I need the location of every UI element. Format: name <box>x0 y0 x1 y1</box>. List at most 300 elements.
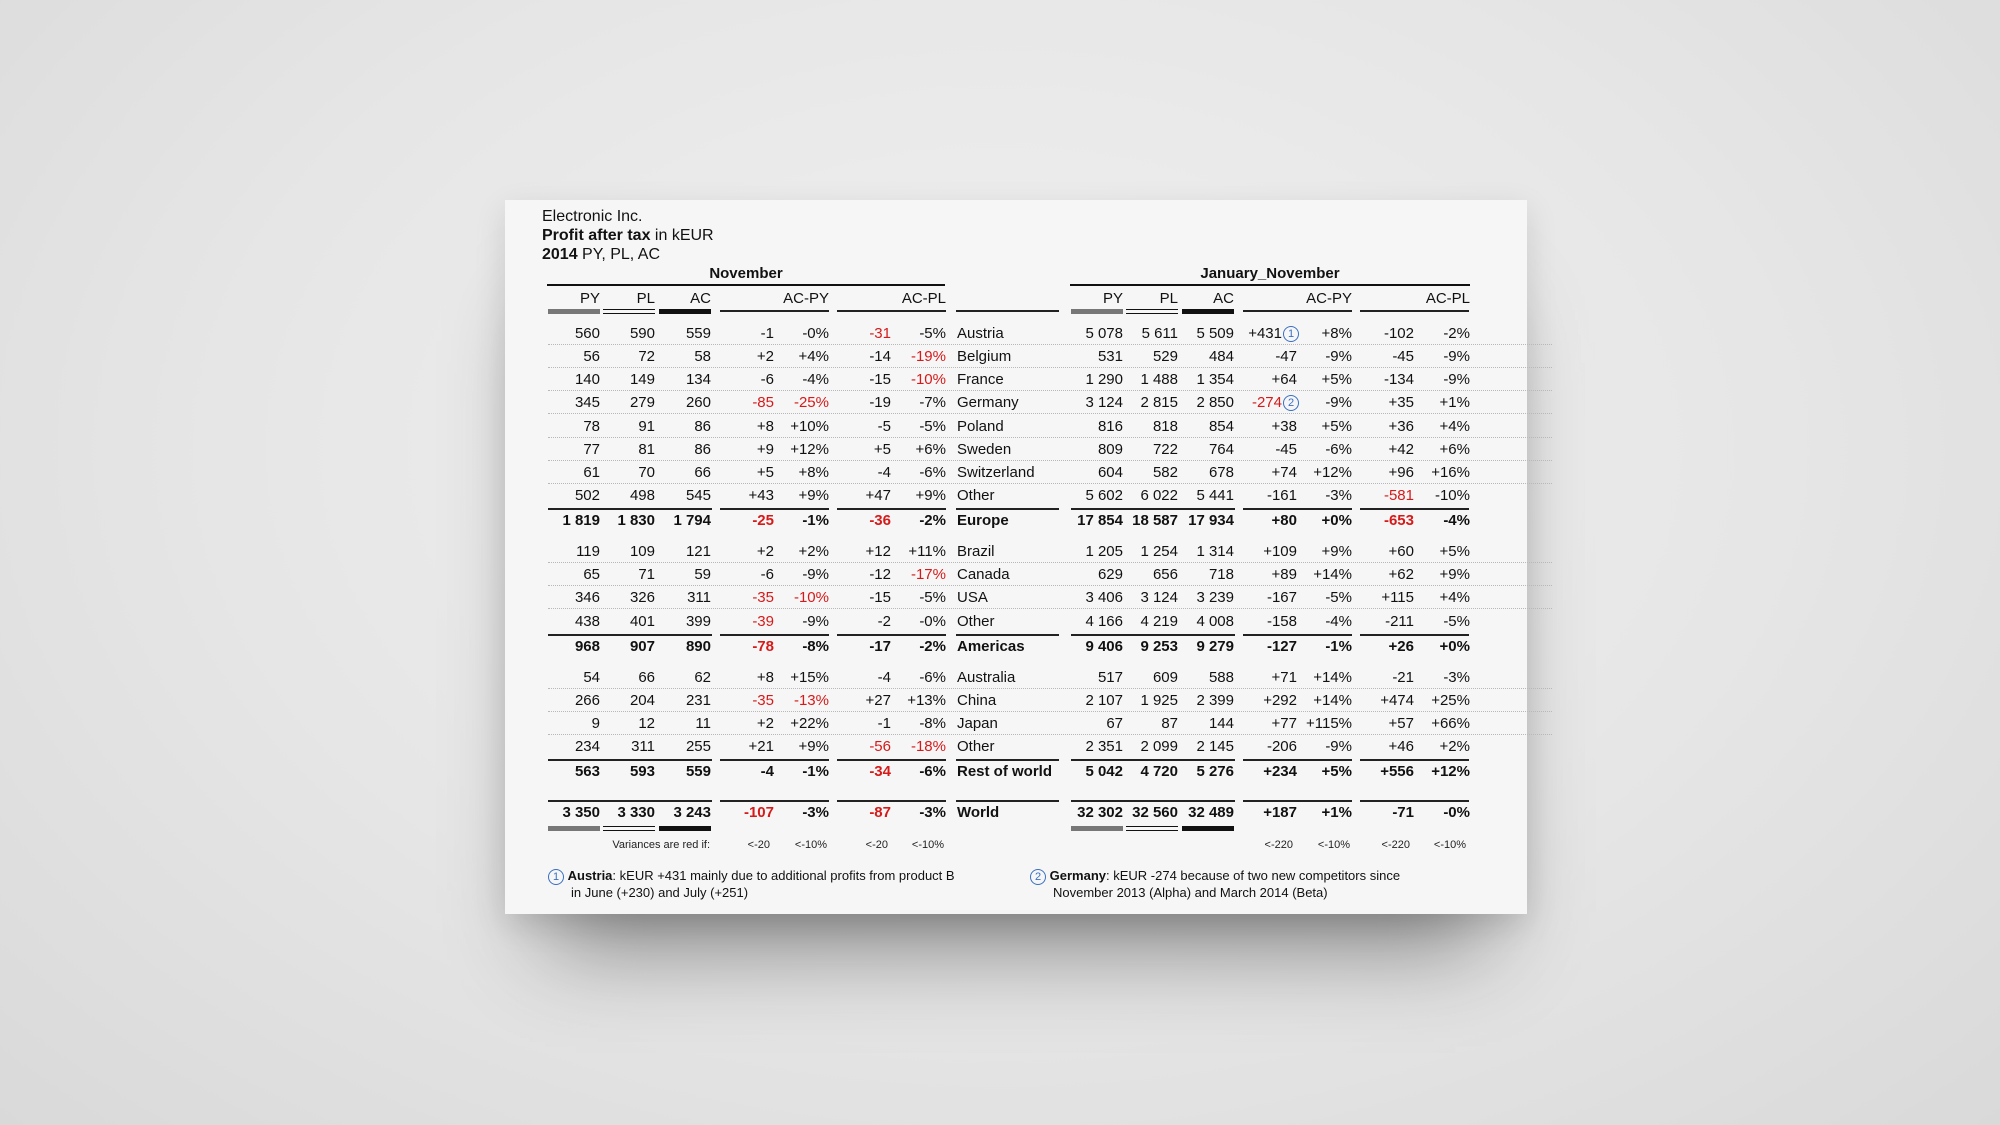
cell-nov-other-6: -0% <box>919 613 946 630</box>
cell-ytd-france-6: -9% <box>1443 371 1470 388</box>
cell-nov-germany-3: -85 <box>752 394 774 411</box>
row-sep-0 <box>548 344 1552 346</box>
row-label-europe: Europe <box>957 512 1009 529</box>
cell-ytd-japan-6: +66% <box>1431 715 1470 732</box>
cell-nov-china-3: -35 <box>752 692 774 709</box>
cell-nov-sweden-5: +5 <box>873 441 891 458</box>
cell-ytd-canada-2: 718 <box>1208 566 1234 583</box>
cell-ytd-world-0: 32 302 <box>1077 804 1123 821</box>
cell-nov-france-1: 149 <box>629 371 655 388</box>
total-line-19-1 <box>720 800 829 802</box>
row-sep-16 <box>548 734 1552 736</box>
left-py-bar <box>548 309 600 314</box>
cell-ytd-sweden-0: 809 <box>1097 441 1123 458</box>
cell-ytd-other-0: 4 166 <box>1085 613 1123 630</box>
cell-ytd-sweden-6: +6% <box>1439 441 1470 458</box>
cell-nov-japan-2: 11 <box>695 715 711 732</box>
cell-nov-world-0: 3 350 <box>562 804 600 821</box>
footnote-2: 2 Germany: kEUR -274 because of two new competitors since November 2013 (Alpha) and March 2014 (Beta) <box>1030 868 1470 901</box>
col-header-left-pl: PL <box>636 290 655 307</box>
cell-ytd-belgium-6: -9% <box>1443 348 1470 365</box>
cell-nov-japan-1: 12 <box>638 715 655 732</box>
cell-ytd-belgium-5: -45 <box>1392 348 1414 365</box>
cell-nov-usa-5: -15 <box>869 589 891 606</box>
cell-ytd-other-5: -211 <box>1385 613 1414 630</box>
cell-ytd-canada-3: +89 <box>1271 566 1297 583</box>
year-scenarios: 2014 PY, PL, AC <box>542 246 661 263</box>
row-label-sweden: Sweden <box>957 441 1012 458</box>
cell-ytd-europe-1: 18 587 <box>1132 512 1178 529</box>
cell-nov-belgium-5: -14 <box>869 348 891 365</box>
cell-nov-belgium-4: +4% <box>798 348 829 365</box>
period-left-line <box>547 284 945 286</box>
cell-nov-other-1: 498 <box>629 487 655 504</box>
cell-nov-switzerland-0: 61 <box>583 464 600 481</box>
cell-ytd-usa-1: 3 124 <box>1140 589 1178 606</box>
threshold-right-1: <-10% <box>1317 839 1350 851</box>
cell-nov-other-3: -39 <box>752 613 774 630</box>
threshold-left-3: <-10% <box>911 839 944 851</box>
cell-nov-rest-of-world-0: 563 <box>574 763 600 780</box>
cell-ytd-americas-6: +0% <box>1439 638 1470 655</box>
cell-nov-other-4: -9% <box>802 613 829 630</box>
cell-nov-china-6: +13% <box>907 692 946 709</box>
total-line-13-1 <box>720 634 829 636</box>
threshold-right-3: <-10% <box>1433 839 1466 851</box>
cell-nov-americas-6: -2% <box>919 638 946 655</box>
cell-nov-sweden-1: 81 <box>638 441 655 458</box>
cell-ytd-france-0: 1 290 <box>1085 371 1123 388</box>
cell-nov-americas-2: 890 <box>685 638 711 655</box>
cell-nov-other-3: +21 <box>748 738 774 755</box>
total-line-8-6 <box>1360 508 1469 510</box>
cell-ytd-china-4: +14% <box>1313 692 1352 709</box>
cell-ytd-other-6: +2% <box>1439 738 1470 755</box>
cell-ytd-china-5: +474 <box>1380 692 1414 709</box>
cell-nov-world-4: -3% <box>802 804 829 821</box>
cell-ytd-japan-1: 87 <box>1161 715 1178 732</box>
cell-nov-china-1: 204 <box>629 692 655 709</box>
cell-ytd-rest-of-world-2: 5 276 <box>1196 763 1234 780</box>
cell-nov-france-3: -6 <box>760 371 774 388</box>
row-label-switzerland: Switzerland <box>957 464 1035 481</box>
cell-ytd-austria-4: +8% <box>1321 325 1352 342</box>
cell-nov-americas-3: -78 <box>752 638 774 655</box>
cell-nov-rest-of-world-4: -1% <box>802 763 829 780</box>
period-right-line <box>1070 284 1470 286</box>
cell-nov-austria-6: -5% <box>919 325 946 342</box>
cell-ytd-rest-of-world-0: 5 042 <box>1085 763 1123 780</box>
total-line-18-2 <box>837 759 946 761</box>
row-label-belgium: Belgium <box>957 348 1012 365</box>
cell-nov-canada-6: -17% <box>910 566 946 583</box>
cell-ytd-other-3: -158 <box>1266 613 1297 630</box>
total-line-19-3 <box>956 800 1059 802</box>
cell-ytd-austria-0: 5 078 <box>1085 325 1123 342</box>
cell-ytd-world-6: -0% <box>1443 804 1470 821</box>
cell-ytd-rest-of-world-5: +556 <box>1380 763 1414 780</box>
cell-ytd-belgium-2: 484 <box>1208 348 1234 365</box>
cell-nov-austria-0: 560 <box>574 325 600 342</box>
total-line-19-6 <box>1360 800 1469 802</box>
cell-ytd-other-2: 4 008 <box>1196 613 1234 630</box>
cell-ytd-switzerland-3: +74 <box>1271 464 1297 481</box>
row-label-americas: Americas <box>957 638 1025 655</box>
cell-ytd-switzerland-5: +96 <box>1388 464 1414 481</box>
cell-nov-poland-4: +10% <box>790 418 829 435</box>
cell-nov-europe-1: 1 830 <box>617 512 655 529</box>
row-label-japan: Japan <box>957 715 998 732</box>
cell-nov-other-5: +47 <box>865 487 891 504</box>
cell-ytd-france-5: -134 <box>1383 371 1414 388</box>
cell-nov-poland-1: 91 <box>638 418 655 435</box>
cell-nov-canada-5: -12 <box>869 566 891 583</box>
cell-ytd-other-4: -3% <box>1325 487 1352 504</box>
cell-ytd-other-2: 5 441 <box>1196 487 1234 504</box>
cell-nov-other-2: 255 <box>685 738 711 755</box>
cell-ytd-japan-5: +57 <box>1388 715 1414 732</box>
cell-ytd-australia-0: 517 <box>1097 669 1123 686</box>
cell-ytd-france-3: +64 <box>1271 371 1297 388</box>
cell-nov-australia-4: +15% <box>790 669 829 686</box>
cell-ytd-other-0: 5 602 <box>1085 487 1123 504</box>
cell-nov-switzerland-6: -6% <box>919 464 946 481</box>
cell-ytd-australia-3: +71 <box>1271 669 1297 686</box>
total-line-13-0 <box>548 634 712 636</box>
threshold-left-0: <-20 <box>747 839 770 851</box>
total-line-13-5 <box>1243 634 1352 636</box>
cell-ytd-switzerland-2: 678 <box>1208 464 1234 481</box>
total-line-19-5 <box>1243 800 1352 802</box>
world-ac-bar-left <box>659 826 711 831</box>
cell-ytd-americas-0: 9 406 <box>1085 638 1123 655</box>
cell-ytd-belgium-4: -9% <box>1325 348 1352 365</box>
row-label-austria: Austria <box>957 325 1004 342</box>
cell-nov-china-2: 231 <box>685 692 711 709</box>
total-line-18-0 <box>548 759 712 761</box>
cell-ytd-usa-5: +115 <box>1381 589 1414 606</box>
total-line-18-4 <box>1071 759 1235 761</box>
cell-nov-americas-0: 968 <box>574 638 600 655</box>
cell-nov-brazil-4: +2% <box>798 543 829 560</box>
cell-ytd-brazil-5: +60 <box>1388 543 1414 560</box>
name-col-line <box>956 310 1059 312</box>
total-line-13-6 <box>1360 634 1469 636</box>
cell-ytd-other-0: 2 351 <box>1085 738 1123 755</box>
cell-ytd-americas-2: 9 279 <box>1196 638 1234 655</box>
row-sep-6 <box>548 483 1552 485</box>
cell-nov-austria-1: 590 <box>629 325 655 342</box>
col-header-left-ac-py: AC-PY <box>783 290 829 307</box>
cell-nov-australia-0: 54 <box>583 669 600 686</box>
row-label-poland: Poland <box>957 418 1004 435</box>
right-ac-bar <box>1182 309 1234 314</box>
cell-nov-usa-4: -10% <box>793 589 829 606</box>
cell-ytd-japan-0: 67 <box>1106 715 1123 732</box>
row-sep-5 <box>548 460 1552 462</box>
threshold-left-1: <-10% <box>794 839 827 851</box>
cell-ytd-canada-1: 656 <box>1152 566 1178 583</box>
cell-ytd-belgium-0: 531 <box>1097 348 1123 365</box>
cell-nov-australia-3: +8 <box>756 669 774 686</box>
cell-ytd-other-6: -10% <box>1434 487 1470 504</box>
cell-nov-other-3: +43 <box>748 487 774 504</box>
cell-ytd-americas-4: -1% <box>1325 638 1352 655</box>
world-py-bar-left <box>548 826 600 831</box>
cell-nov-europe-5: -36 <box>869 512 891 529</box>
total-line-8-2 <box>837 508 946 510</box>
cell-ytd-japan-3: +77 <box>1271 715 1297 732</box>
cell-ytd-europe-2: 17 934 <box>1188 512 1234 529</box>
cell-ytd-usa-0: 3 406 <box>1085 589 1123 606</box>
cell-ytd-japan-4: +115% <box>1305 715 1352 732</box>
cell-ytd-other-4: -4% <box>1325 613 1352 630</box>
total-line-8-5 <box>1243 508 1352 510</box>
cell-nov-other-2: 545 <box>685 487 711 504</box>
cell-nov-brazil-5: +12 <box>865 543 891 560</box>
cell-nov-europe-3: -25 <box>752 512 774 529</box>
cell-nov-other-1: 401 <box>629 613 655 630</box>
footnote-marker-icon: 2 <box>1030 869 1046 885</box>
cell-nov-france-2: 134 <box>685 371 711 388</box>
cell-ytd-europe-3: +80 <box>1271 512 1297 529</box>
cell-nov-americas-4: -8% <box>802 638 829 655</box>
cell-nov-other-6: +9% <box>915 487 946 504</box>
cell-ytd-germany-5: +35 <box>1388 394 1414 411</box>
cell-nov-other-0: 438 <box>574 613 600 630</box>
left-acpy-line <box>720 310 829 312</box>
cell-nov-other-1: 311 <box>631 738 655 755</box>
cell-nov-china-0: 266 <box>574 692 600 709</box>
cell-nov-rest-of-world-5: -34 <box>869 763 891 780</box>
cell-ytd-australia-1: 609 <box>1152 669 1178 686</box>
cell-ytd-americas-5: +26 <box>1388 638 1414 655</box>
row-sep-1 <box>548 367 1552 369</box>
cell-nov-germany-6: -7% <box>919 394 946 411</box>
left-acpl-line <box>837 310 946 312</box>
cell-nov-sweden-3: +9 <box>756 441 774 458</box>
cell-ytd-belgium-3: -47 <box>1275 348 1297 365</box>
cell-ytd-sweden-4: -6% <box>1325 441 1352 458</box>
cell-nov-switzerland-3: +5 <box>756 464 774 481</box>
row-label-germany: Germany <box>957 394 1019 411</box>
cell-ytd-brazil-0: 1 205 <box>1085 543 1123 560</box>
cell-nov-world-1: 3 330 <box>617 804 655 821</box>
row-label-france: France <box>957 371 1004 388</box>
cell-ytd-germany-6: +1% <box>1439 394 1470 411</box>
cell-ytd-france-4: +5% <box>1321 371 1352 388</box>
cell-nov-japan-4: +22% <box>790 715 829 732</box>
cell-nov-switzerland-2: 66 <box>694 464 711 481</box>
cell-nov-usa-2: 311 <box>687 589 711 606</box>
cell-nov-other-5: -56 <box>869 738 891 755</box>
total-line-8-1 <box>720 508 829 510</box>
cell-nov-poland-6: -5% <box>919 418 946 435</box>
cell-ytd-canada-4: +14% <box>1313 566 1352 583</box>
measure-title: Profit after tax in kEUR <box>542 227 714 244</box>
cell-ytd-rest-of-world-1: 4 720 <box>1140 763 1178 780</box>
total-line-19-2 <box>837 800 946 802</box>
col-header-right-pl: PL <box>1159 290 1178 307</box>
total-line-18-1 <box>720 759 829 761</box>
total-line-18-3 <box>956 759 1059 761</box>
cell-ytd-europe-6: -4% <box>1443 512 1470 529</box>
cell-nov-france-6: -10% <box>910 371 946 388</box>
cell-nov-austria-3: -1 <box>760 325 774 342</box>
cell-nov-japan-3: +2 <box>756 715 774 732</box>
report-header <box>542 207 714 264</box>
cell-nov-germany-1: 279 <box>629 394 655 411</box>
cell-nov-canada-0: 65 <box>583 566 600 583</box>
world-py-bar-right <box>1071 826 1123 831</box>
cell-nov-americas-1: 907 <box>629 638 655 655</box>
cell-ytd-americas-3: -127 <box>1266 638 1297 655</box>
cell-ytd-world-3: +187 <box>1263 804 1297 821</box>
cell-nov-sweden-0: 77 <box>583 441 600 458</box>
row-label-other: Other <box>957 487 995 504</box>
cell-nov-canada-4: -9% <box>802 566 829 583</box>
world-pl-bar-left <box>603 826 655 831</box>
cell-ytd-china-2: 2 399 <box>1196 692 1234 709</box>
cell-ytd-sweden-3: -45 <box>1275 441 1297 458</box>
col-header-right-ac-pl: AC-PL <box>1425 290 1470 307</box>
cell-nov-other-0: 502 <box>574 487 600 504</box>
cell-ytd-brazil-3: +109 <box>1263 543 1297 560</box>
cell-nov-australia-1: 66 <box>638 669 655 686</box>
cell-ytd-brazil-2: 1 314 <box>1196 543 1234 560</box>
cell-nov-china-4: -13% <box>793 692 829 709</box>
cell-ytd-rest-of-world-4: +5% <box>1321 763 1352 780</box>
cell-nov-rest-of-world-2: 559 <box>685 763 711 780</box>
cell-ytd-canada-0: 629 <box>1097 566 1123 583</box>
cell-ytd-other-3: -206 <box>1266 738 1297 755</box>
footnote-1: 1 Austria: kEUR +431 mainly due to additional profits from product B in June (+230) and July (+251) <box>548 868 988 901</box>
company-name: Electronic Inc. <box>542 208 643 225</box>
total-line-19-0 <box>548 800 712 802</box>
col-header-right-ac: AC <box>1213 290 1234 307</box>
cell-nov-australia-6: -6% <box>919 669 946 686</box>
cell-nov-canada-2: 59 <box>694 566 711 583</box>
cell-ytd-france-2: 1 354 <box>1196 371 1234 388</box>
cell-nov-france-5: -15 <box>869 371 891 388</box>
cell-ytd-sweden-5: +42 <box>1388 441 1414 458</box>
total-line-19-4 <box>1071 800 1235 802</box>
cell-ytd-australia-4: +14% <box>1313 669 1352 686</box>
cell-nov-belgium-2: 58 <box>694 348 711 365</box>
note-marker-icon[interactable]: 1 <box>1283 326 1299 342</box>
cell-nov-brazil-3: +2 <box>756 543 774 560</box>
cell-ytd-germany-0: 3 124 <box>1085 394 1123 411</box>
cell-nov-australia-5: -4 <box>877 669 891 686</box>
col-header-right-py: PY <box>1102 290 1123 307</box>
cell-ytd-other-1: 6 022 <box>1140 487 1178 504</box>
right-acpy-line <box>1243 310 1352 312</box>
cell-nov-world-5: -87 <box>869 804 891 821</box>
cell-ytd-rest-of-world-3: +234 <box>1263 763 1297 780</box>
cell-ytd-poland-3: +38 <box>1271 418 1297 435</box>
row-label-other: Other <box>957 613 995 630</box>
cell-ytd-usa-4: -5% <box>1325 589 1352 606</box>
period-left-title: November <box>709 265 783 282</box>
cell-nov-rest-of-world-3: -4 <box>760 763 774 780</box>
threshold-right-2: <-220 <box>1381 839 1410 851</box>
world-pl-bar-right <box>1126 826 1178 831</box>
cell-nov-other-6: -18% <box>910 738 946 755</box>
period-right-title: January_November <box>1200 265 1340 282</box>
cell-nov-sweden-6: +6% <box>915 441 946 458</box>
cell-ytd-china-1: 1 925 <box>1140 692 1178 709</box>
cell-ytd-germany-4: -9% <box>1325 394 1352 411</box>
cell-nov-germany-0: 345 <box>574 394 600 411</box>
cell-ytd-poland-4: +5% <box>1321 418 1352 435</box>
cell-ytd-poland-6: +4% <box>1439 418 1470 435</box>
cell-nov-other-4: +9% <box>798 738 829 755</box>
cell-nov-other-2: 399 <box>685 613 711 630</box>
cell-ytd-germany-1: 2 815 <box>1140 394 1178 411</box>
cell-nov-poland-3: +8 <box>756 418 774 435</box>
cell-nov-belgium-6: -19% <box>910 348 946 365</box>
cell-nov-australia-2: 62 <box>694 669 711 686</box>
threshold-right-0: <-220 <box>1264 839 1293 851</box>
col-header-left-ac: AC <box>690 290 711 307</box>
cell-ytd-brazil-6: +5% <box>1439 543 1470 560</box>
cell-nov-europe-0: 1 819 <box>562 512 600 529</box>
cell-nov-usa-1: 326 <box>629 589 655 606</box>
cell-nov-brazil-1: 109 <box>629 543 655 560</box>
cell-ytd-other-4: -9% <box>1325 738 1352 755</box>
cell-nov-other-5: -2 <box>877 613 891 630</box>
variance-label: Variances are red if: <box>612 839 710 851</box>
cell-nov-poland-2: 86 <box>694 418 711 435</box>
left-ac-bar <box>659 309 711 314</box>
cell-nov-belgium-3: +2 <box>756 348 774 365</box>
col-header-right-ac-py: AC-PY <box>1306 290 1352 307</box>
cell-ytd-australia-2: 588 <box>1208 669 1234 686</box>
cell-ytd-brazil-1: 1 254 <box>1140 543 1178 560</box>
threshold-left-2: <-20 <box>865 839 888 851</box>
row-sep-3 <box>548 413 1552 415</box>
row-sep-15 <box>548 711 1552 713</box>
col-header-left-ac-pl: AC-PL <box>901 290 946 307</box>
cell-nov-germany-4: -25% <box>793 394 829 411</box>
note-marker-icon[interactable]: 2 <box>1283 395 1299 411</box>
cell-ytd-world-4: +1% <box>1321 804 1352 821</box>
cell-nov-brazil-0: 119 <box>576 543 600 560</box>
cell-nov-switzerland-4: +8% <box>798 464 829 481</box>
cell-ytd-other-5: +46 <box>1388 738 1414 755</box>
cell-ytd-world-1: 32 560 <box>1132 804 1178 821</box>
cell-ytd-usa-6: +4% <box>1439 589 1470 606</box>
total-line-13-4 <box>1071 634 1235 636</box>
cell-nov-americas-5: -17 <box>869 638 891 655</box>
row-label-canada: Canada <box>957 566 1010 583</box>
world-ac-bar-right <box>1182 826 1234 831</box>
cell-nov-brazil-2: 121 <box>685 543 711 560</box>
cell-nov-japan-0: 9 <box>591 715 600 732</box>
row-label-china: China <box>957 692 997 709</box>
cell-ytd-rest-of-world-6: +12% <box>1431 763 1470 780</box>
cell-ytd-australia-5: -21 <box>1392 669 1414 686</box>
total-line-18-5 <box>1243 759 1352 761</box>
cell-nov-switzerland-1: 70 <box>638 464 655 481</box>
cell-nov-sweden-4: +12% <box>790 441 829 458</box>
cell-ytd-poland-2: 854 <box>1208 418 1234 435</box>
cell-ytd-sweden-2: 764 <box>1208 441 1234 458</box>
right-py-bar <box>1071 309 1123 314</box>
cell-nov-germany-5: -19 <box>869 394 891 411</box>
cell-ytd-europe-0: 17 854 <box>1077 512 1123 529</box>
cell-ytd-canada-5: +62 <box>1388 566 1414 583</box>
